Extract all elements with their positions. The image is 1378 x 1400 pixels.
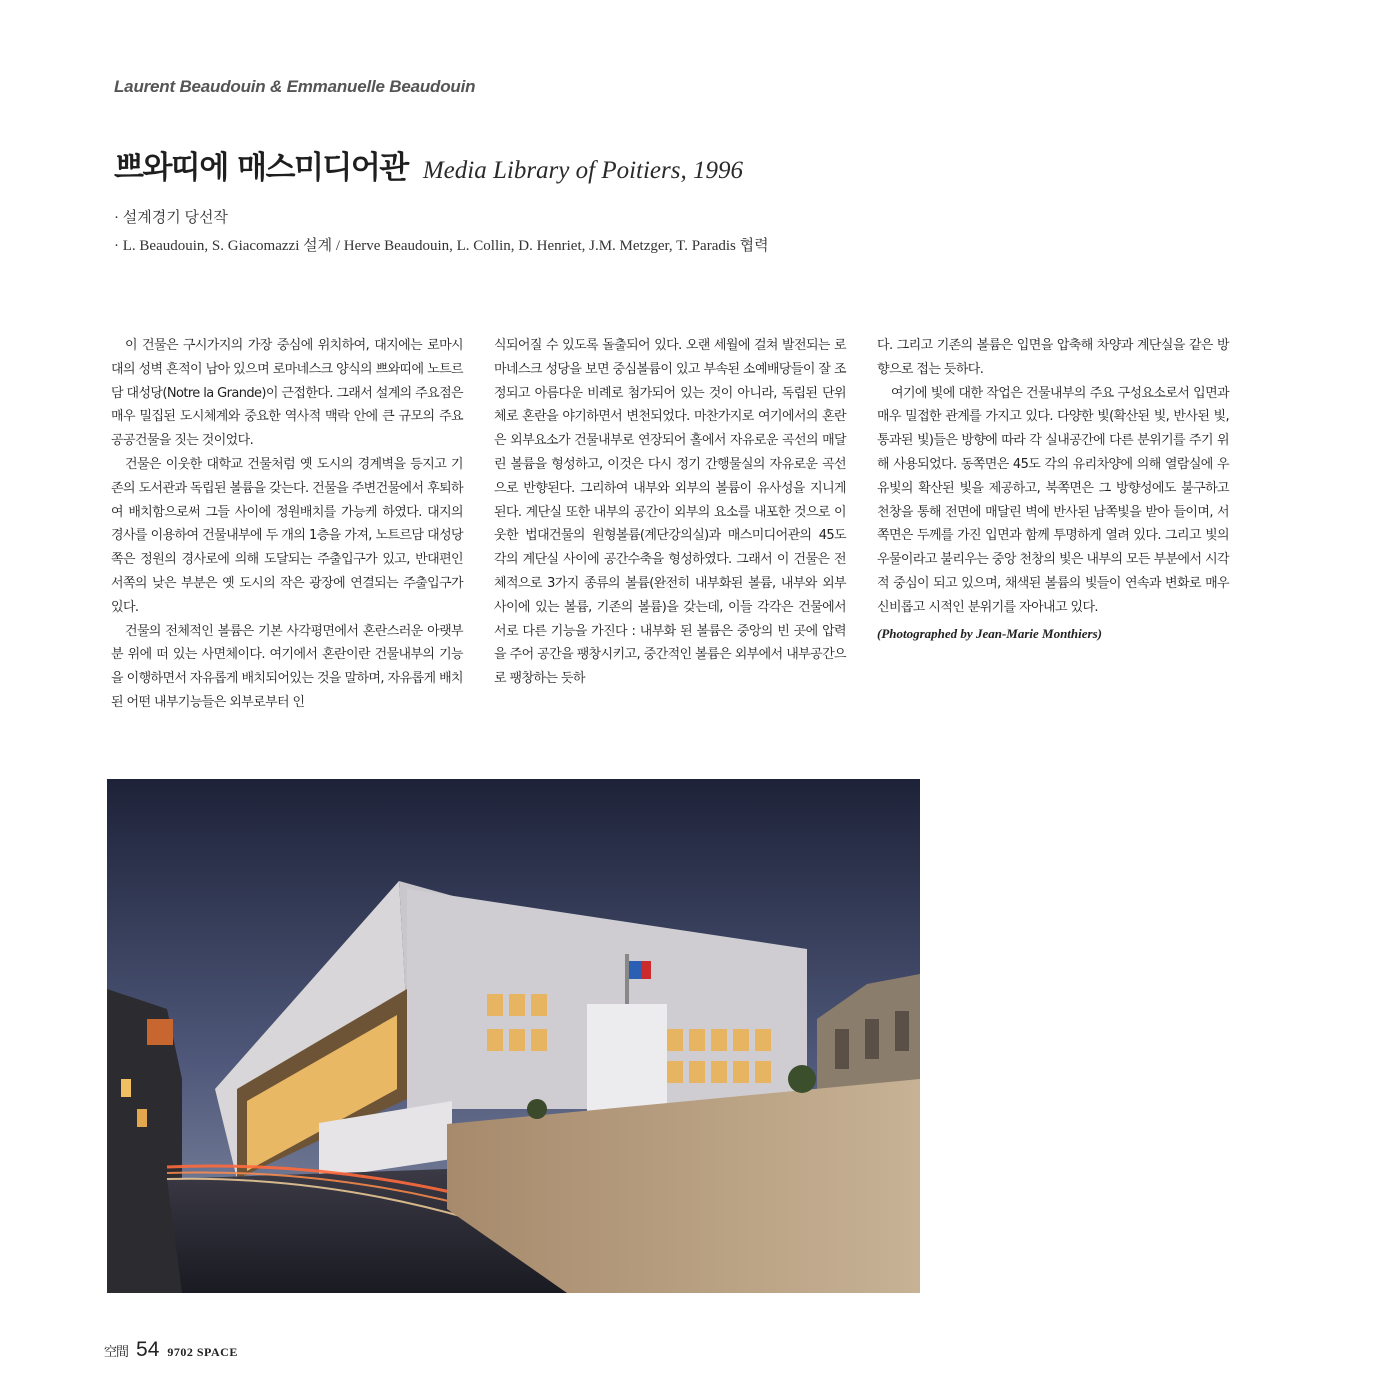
article-title (114, 142, 743, 187)
text-column-1 (111, 334, 463, 715)
paragraph: 식되어질 수 있도록 돌출되어 있다. 오랜 세월에 걸쳐 발전되는 로마네스크 성당을 보면 중심볼륨이 있고 부속된 소예배당들이 잘 조정되고 아름다운 비례로 첨가되어 있는 것이 아니라, 독립된 단위체로 혼란을 야기하면서 변천되었다. 마찬가지로 여기에서의 혼란은 외부요소가 건물내부로 연장되어 홀에서 자유로운 곡선의 매달린 볼륨을 형성하고, 이것은 다시 정기 간행물실의 자유로운 곡선으로 반향된다. 그리하여 내부와 외부의 볼륨이 유사성을 지니게 된다. 계단실 또한 내부의 공간이 외부의 요소를 내포한 것으로 이웃한 법대건물의 원형볼륨(계단강의실)과 매스미디어관의 45도 각의 계단실 사이에 공간수축을 형성하였다. 그래서 이 건물은 전체적으로 3가지 종류의 볼륨(완전히 내부화된 볼륨, 내부와 외부 사이에 있는 볼륨, 기존의 볼륨)을 갖는데, 이들 각각은 건물에서 서로 다른 기능을 가진다 : 내부화 된 볼륨은 중앙의 빈 곳에 압력을 주어 공간을 팽창시키고, 중간적인 볼륨은 외부에서 내부공간으로 팽창하는 듯하 (494, 338, 846, 687)
credit-line-competition: · 설계경기 당선작 (114, 210, 228, 226)
credit-line-designers: · L. Beaudouin, S. Giacomazzi 설계 / Herve Beaudouin, L. Collin, D. Henriet, J.M. Metzger, T. Paradis 협력 (114, 238, 769, 254)
paragraph: 여기에 빛에 대한 작업은 건물내부의 주요 구성요소로서 입면과 매우 밀접한 관계를 가지고 있다. 다양한 빛(확산된 빛, 반사된 빛, 통과된 빛)들은 방향에 따라 각 실내공간에 다른 분위기를 주기 위해 사용되었다. 동쪽면은 45도 각의 유리차양에 의해 열람실에 우유빛의 확산된 빛을 제공하고, 북쪽면은 그 방향성에도 불구하고 천창을 통해 전면에 매달린 벽에 반사된 남쪽빛을 받아 들이며, 서쪽면은 두께를 가진 입면과 함께 투명하게 열려 있다. 그리고 빛의 우물이라고 불리우는 중앙 천창의 빛은 내부의 모든 부분에서 시각적 중심이 되고 있으며, 채색된 볼륨의 빛들이 연속과 변화로 매우 신비롭고 시적인 분위기를 자아내고 있다. (877, 385, 1229, 615)
title-english: Media Library of Poitiers, 1996 (422, 157, 743, 184)
building-photo (107, 779, 920, 1293)
paragraph: 건물은 이웃한 대학교 건물처럼 옛 도시의 경계벽을 등지고 기존의 도서관과 독립된 볼륨을 갖는다. 건물을 주변건물에서 후퇴하여 배치함으로써 그들 사이에 정원배치를 가능케 하였다. 대지의 경사를 이용하여 건물내부에 두 개의 1층을 가져, 노트르담 대성당쪽은 정원의 경사로에 의해 도달되는 주출입구가 있고, 반대편인 서쪽의 낮은 부분은 옛 도시의 작은 광장에 연결되는 주출입구가 있다. (111, 456, 463, 615)
text-column-2 (494, 334, 846, 691)
paragraph: 다. 그리고 기존의 볼륨은 입면을 압축해 차양과 계단실을 같은 방향으로 접는 듯하다. (877, 338, 1229, 377)
paragraph: 건물의 전체적인 볼륨은 기본 사각평면에서 혼란스러운 아랫부분 위에 떠 있는 사면체이다. 여기에서 혼란이란 건물내부의 기능을 이행하면서 자유롭게 배치되어있는 것을 말하며, 자유롭게 배치된 어떤 내부기능들은 외부로부터 인 (111, 623, 463, 710)
magazine-logo: 空間 (104, 1344, 129, 1359)
text-column-3 (877, 334, 1229, 645)
paragraph: 이 건물은 구시가지의 가장 중심에 위치하여, 대지에는 로마시대의 성벽 흔적이 남아 있으며 로마네스크 양식의 쁘와띠에 노트르담 대성당(Notre la Grande)이 근접한다. 그래서 설계의 주요점은 매우 밀집된 도시체계와 중요한 역사적 맥락 안에 큰 규모의 주요 공공건물을 짓는 것이었다. (111, 338, 463, 449)
issue-label: 9702 SPACE (167, 1345, 238, 1359)
page-footer (104, 1338, 238, 1362)
photo-credit: (Photographed by Jean-Marie Monthiers) (877, 625, 1102, 641)
architects-name: Laurent Beaudouin & Emmanuelle Beaudouin (114, 77, 476, 96)
page-number: 54 (136, 1338, 160, 1361)
project-credits (114, 204, 769, 260)
title-korean: 쁘와띠에 매스미디어관 (114, 150, 408, 186)
